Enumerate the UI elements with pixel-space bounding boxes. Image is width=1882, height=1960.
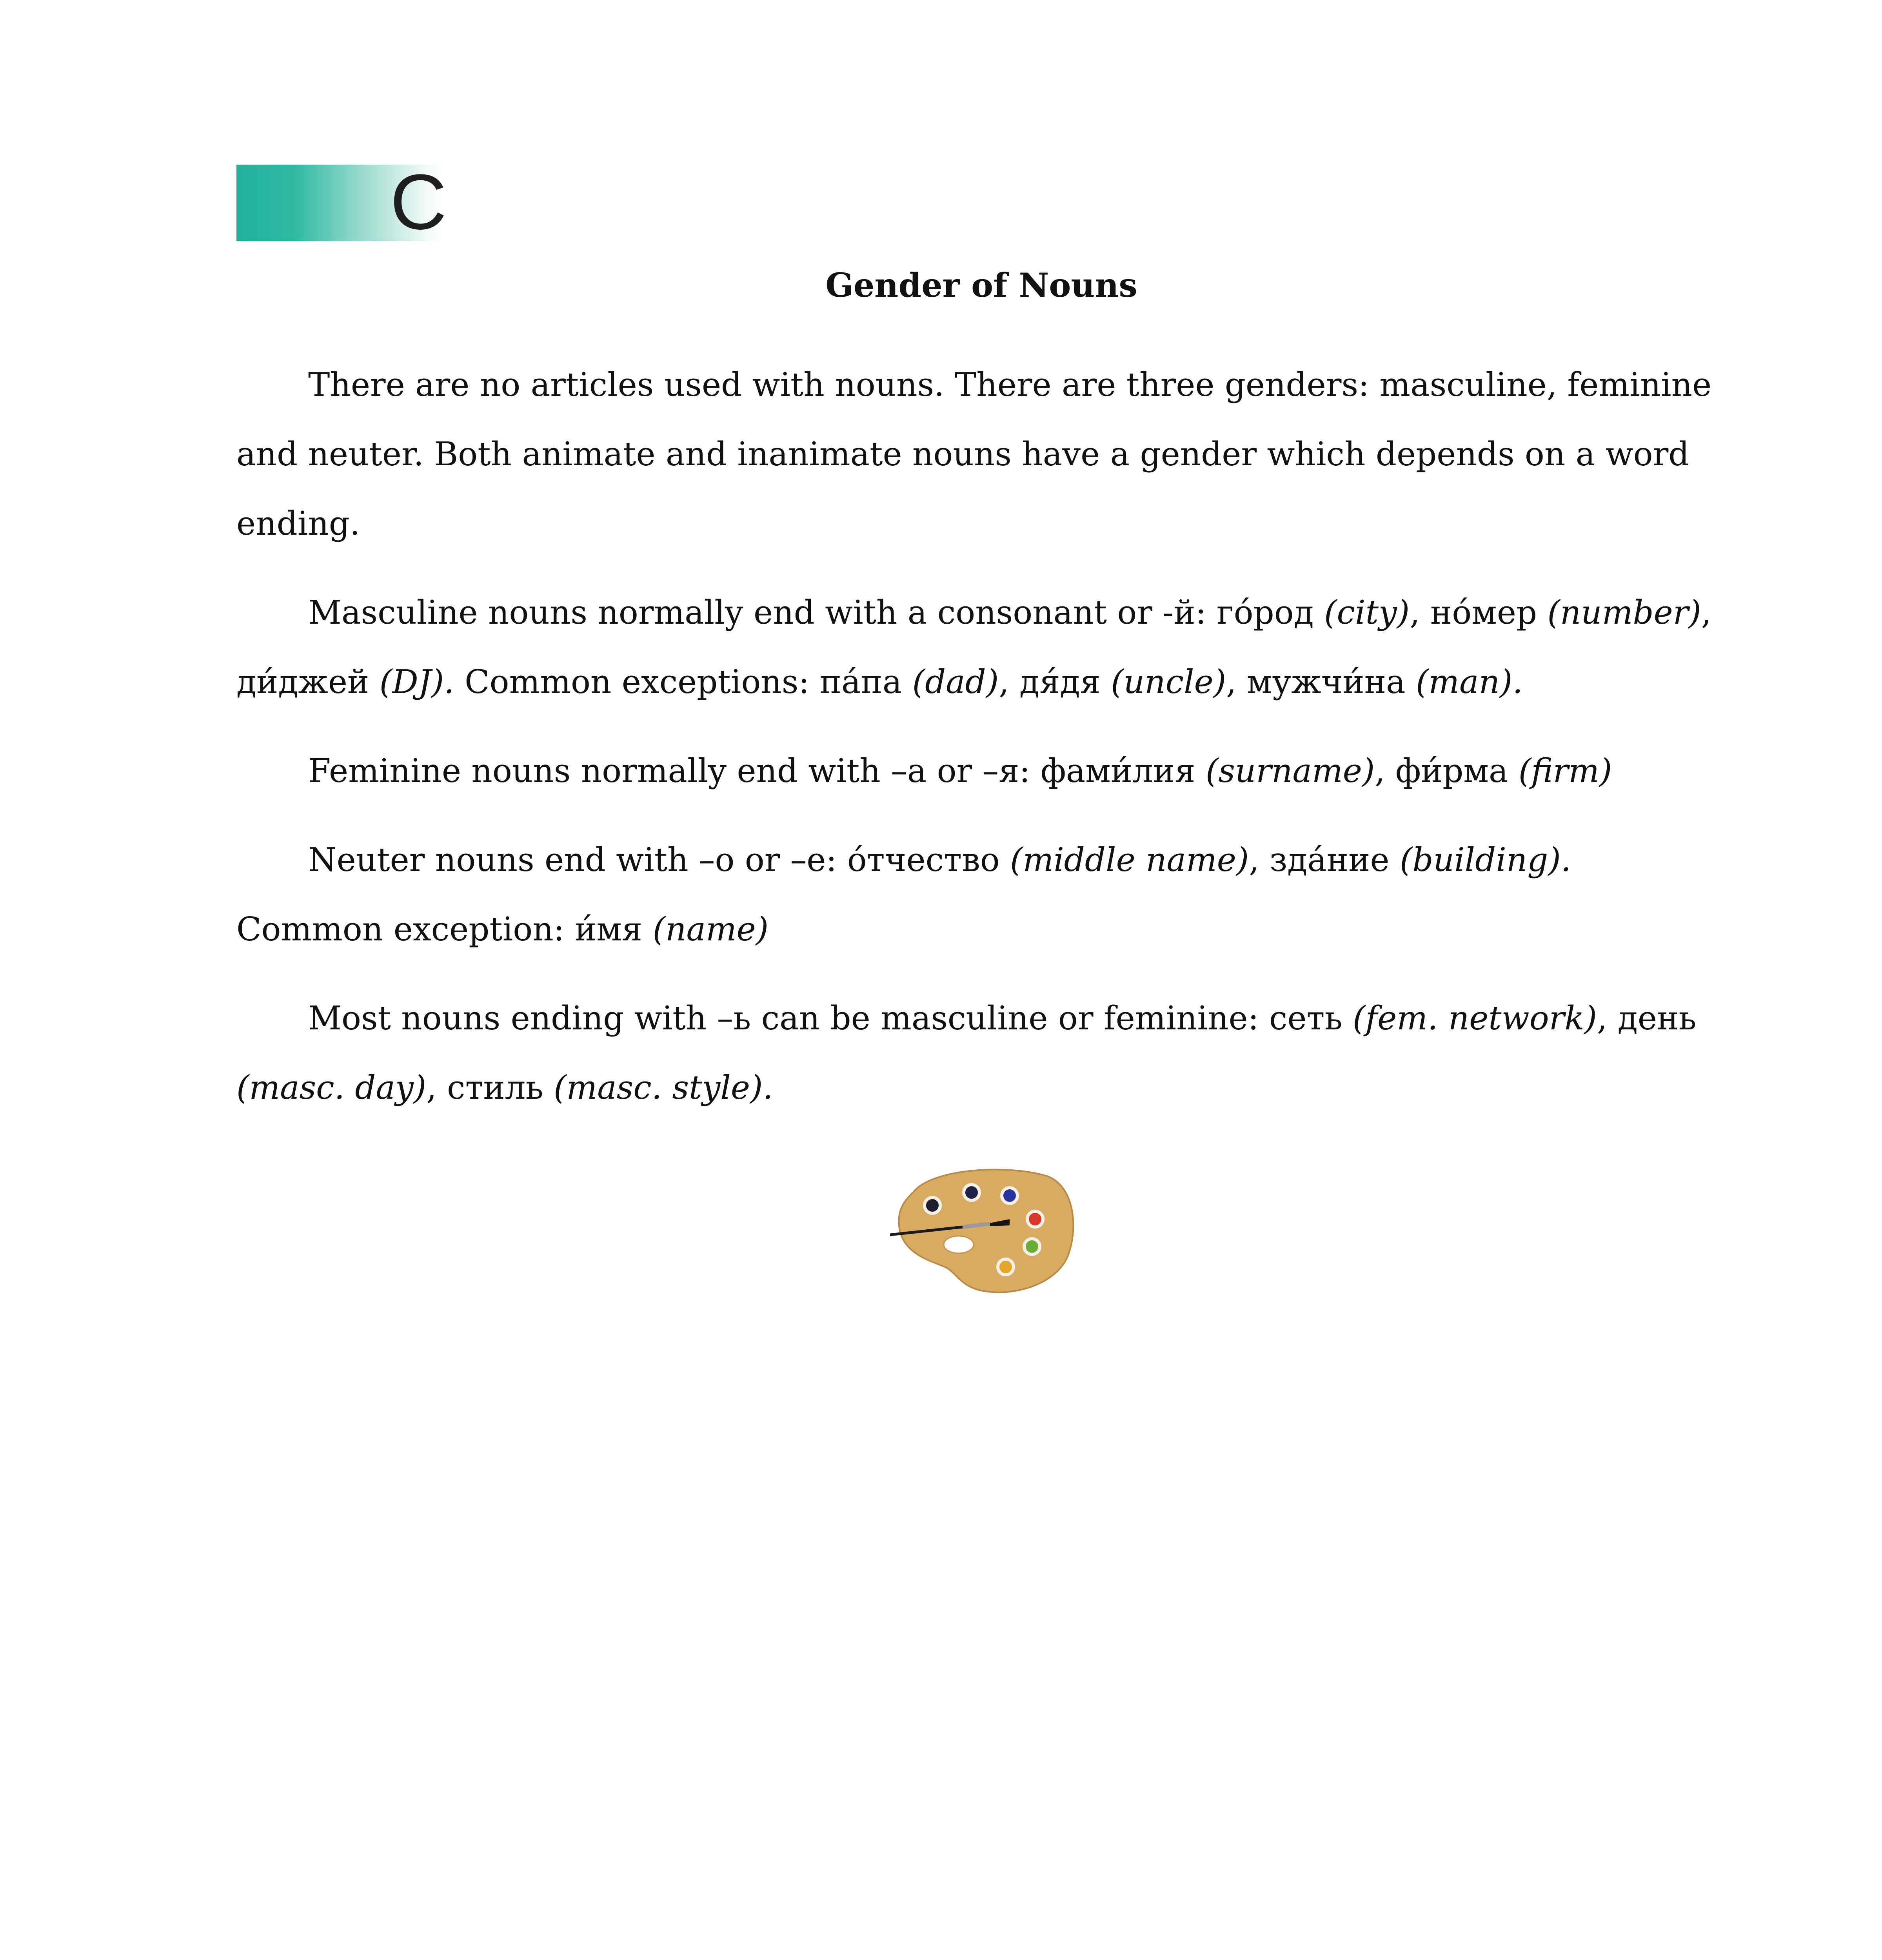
paragraph-text: , стиль — [426, 1069, 554, 1107]
paragraph-text: , мужчи́на — [1226, 663, 1416, 701]
section-letter: C — [390, 158, 447, 246]
translation-text: (dad) — [912, 663, 999, 701]
paragraph-text: , ди́джей — [236, 593, 1712, 701]
paint-palette-icon — [890, 1164, 1078, 1298]
paragraph-text: Most nouns ending with –ь can be masculine or feminine: сеть — [308, 999, 1353, 1037]
paragraph-text: Feminine nouns normally end with –а or –я: фами́лия — [308, 752, 1206, 790]
body-paragraph — [236, 736, 1726, 806]
translation-text: (masc. day) — [236, 1069, 427, 1107]
paragraph-text: There are no articles used with nouns. There are three genders: masculine, feminine and neuter. Both animate and inanimate nouns have a gender which depends on a word ending. — [236, 366, 1712, 543]
paragraph-text: , фи́рма — [1375, 752, 1519, 790]
paragraph-text: Neuter nouns end with –о or –е: о́тчество — [308, 841, 1010, 879]
translation-text: (name) — [652, 910, 769, 948]
body-paragraph — [236, 984, 1726, 1122]
translation-text: (masc. style). — [554, 1069, 773, 1107]
paragraph-text: , но́мер — [1410, 593, 1548, 632]
body-paragraph — [236, 350, 1726, 558]
translation-text: (firm) — [1518, 752, 1612, 790]
page-title: Gender of Nouns — [825, 266, 1137, 305]
translation-text: (city) — [1324, 593, 1410, 632]
translation-text: (DJ). — [379, 663, 454, 701]
translation-text: (middle name) — [1010, 841, 1249, 879]
translation-text: (man). — [1416, 663, 1523, 701]
translation-text: (uncle) — [1111, 663, 1226, 701]
paragraph-text: Common exception: и́мя — [236, 910, 653, 948]
translation-text: (number) — [1547, 593, 1701, 632]
body-paragraph — [236, 578, 1726, 717]
paragraph-text: Common exceptions: па́па — [454, 663, 912, 701]
paragraph-text: Masculine nouns normally end with a consonant or -й: го́род — [308, 593, 1324, 632]
body-text — [236, 350, 1726, 1142]
paragraph-text: , дя́дя — [999, 663, 1111, 701]
paragraph-text: , день — [1597, 999, 1697, 1037]
translation-text: (building). — [1400, 841, 1571, 879]
translation-text: (fem. network) — [1353, 999, 1597, 1037]
paragraph-text: , зда́ние — [1249, 841, 1400, 879]
body-paragraph — [236, 825, 1726, 964]
translation-text: (surname) — [1205, 752, 1375, 790]
